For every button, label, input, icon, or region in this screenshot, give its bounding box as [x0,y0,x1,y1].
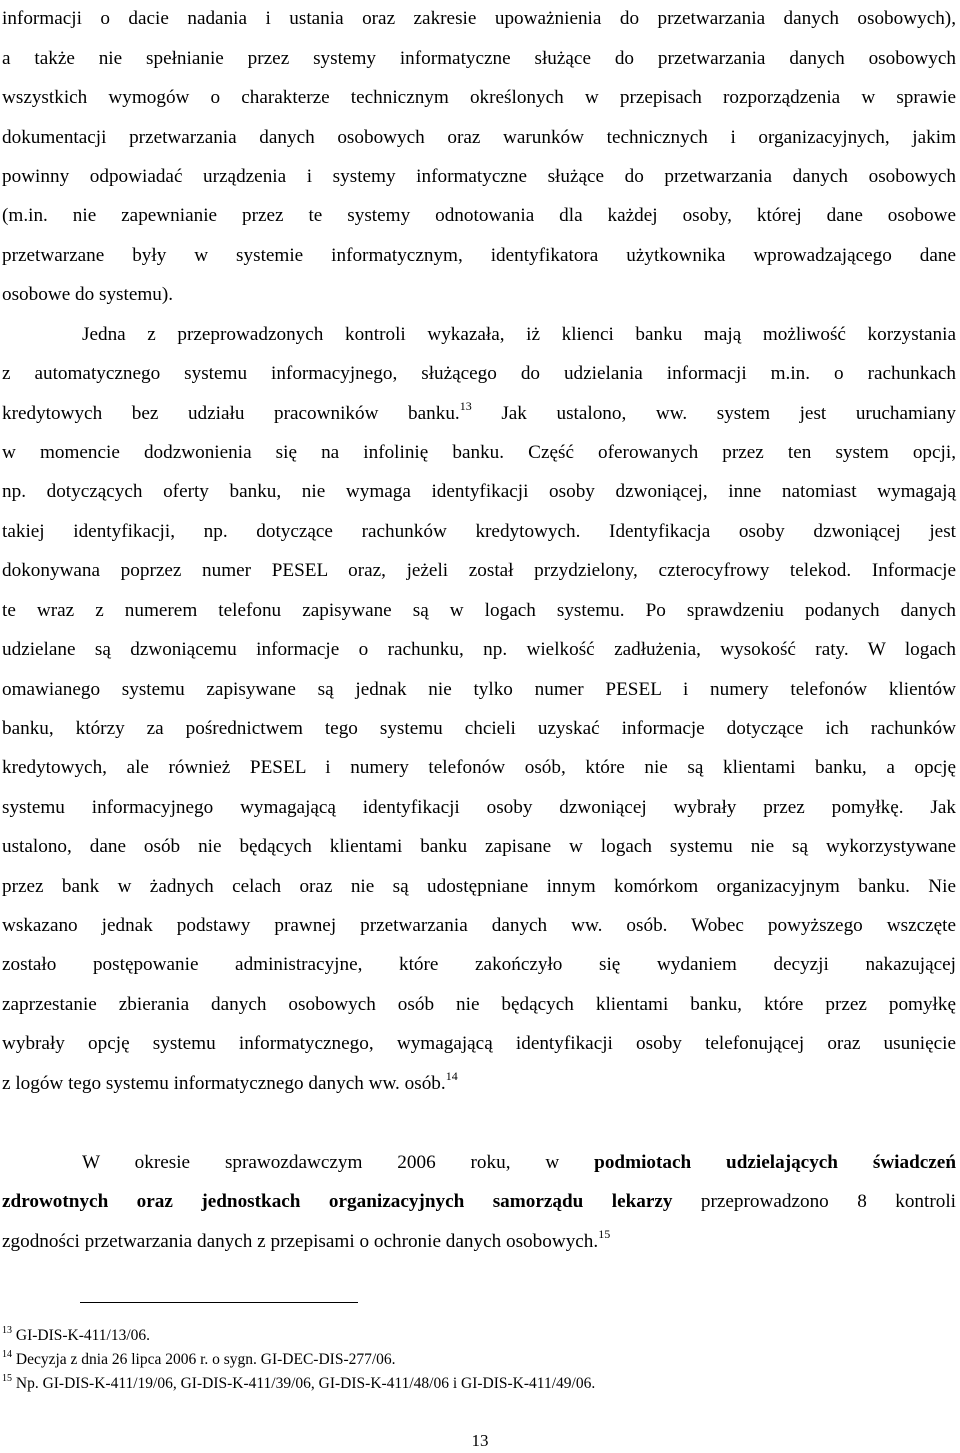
footnote-number: 15 [2,1372,12,1384]
text-line: przetwarzane były w systemie informatycznym, identyfikatora użytkownika wprowadzającego dane [2,245,956,266]
text-span: z logów tego systemu informatycznego danych ww. osób. [2,1073,446,1094]
text-line: przez bank w żadnych celach oraz nie są udostępniane innym komórkom organizacyjnym banku. Nie [2,876,956,897]
text-line [2,398,956,426]
footnote-number: 13 [2,1324,12,1336]
text-line: informacji o dacie nadania i ustania oraz zakresie upoważnienia do przetwarzania danych osobowych), [2,8,956,29]
footnote-text: Decyzja z dnia 26 lipca 2006 r. o sygn. GI-DEC-DIS-277/06. [12,1351,396,1368]
footnote-ref-13[interactable]: 13 [459,398,472,413]
text-line: wskazano jednak podstawy prawnej przetwarzania danych ww. osób. Wobec powyższego wszczęte [2,915,956,936]
text-line: powinny odpowiadać urządzenia i systemy informatyczne służące do przetwarzania danych osobowych [2,166,956,187]
text-span: zgodności przetwarzania danych z przepisami o ochronie danych osobowych. [2,1231,599,1252]
footnote-separator [80,1302,358,1303]
text-line: a także nie spełnianie przez systemy informatyczne służące do przetwarzania danych osobowych [2,48,956,69]
text-line: z automatycznego systemu informacyjnego, służącego do udzielania informacji m.in. o rachunkach [2,363,956,384]
footnote-text: GI-DIS-K-411/13/06. [12,1327,151,1344]
text-line: osobowe do systemu). [2,284,174,305]
footnote-number: 14 [2,1348,12,1360]
bold-text: zdrowotnych oraz jednostkach organizacyjnych samorządu lekarzy [2,1191,673,1212]
text-line: (m.in. nie zapewnianie przez te systemy odnotowania dla każdej osoby, której dane osobowe [2,205,956,226]
text-line: dokonywana poprzez numer PESEL oraz, jeżeli został przydzielony, czterocyfrowy telekod. Informacje [2,560,956,581]
text-line: te wraz z numerem telefonu zapisywane są w logach systemu. Po sprawdzeniu podanych danych [2,600,956,621]
text-line: udzielane są dzwoniącemu informacje o rachunku, np. wielkość zadłużenia, wysokość raty. W logach [2,639,956,660]
text-line: systemu informacyjnego wymagającą identyfikacji osoby dzwoniącej wybrały przez pomyłkę. Jak [2,797,956,818]
text-line: banku, którzy za pośrednictwem tego systemu chcieli uzyskać informacje dotyczące ich rachunków [2,718,956,739]
text-line: omawianego systemu zapisywane są jednak nie tylko numer PESEL i numery telefonów klientów [2,679,956,700]
text-line: wybrały opcję systemu informatycznego, wymagającą identyfikacji osoby telefonującej oraz usunięcie [2,1033,956,1054]
text-span: Jak ustalono, ww. system jest uruchamiany [471,403,956,424]
page-number: 13 [471,1431,489,1450]
text-line [2,1068,956,1096]
text-line: zostało postępowanie administracyjne, które zakończyło się wydaniem decyzji nakazującej [2,954,956,975]
footnote-14 [2,1348,396,1369]
text-span: przeprowadzono 8 kontroli [672,1191,956,1212]
text-line [82,1151,956,1175]
text-line [2,1226,956,1254]
text-line: Jedna z przeprowadzonych kontroli wykazała, iż klienci banku mają możliwość korzystania [82,324,956,345]
footnote-text: Np. GI-DIS-K-411/19/06, GI-DIS-K-411/39/06, GI-DIS-K-411/48/06 i GI-DIS-K-411/49/06. [12,1375,596,1392]
text-line [2,1190,956,1214]
footnote-ref-15[interactable]: 15 [598,1226,611,1241]
text-line: takiej identyfikacji, np. dotyczące rachunków kredytowych. Identyfikacja osoby dzwoniącej jest [2,521,956,542]
footnote-15 [2,1372,596,1393]
footnote-ref-14[interactable]: 14 [445,1068,458,1083]
text-line: kredytowych, ale również PESEL i numery telefonów osób, które nie są klientami banku, a opcję [2,757,956,778]
text-line: ustalono, dane osób nie będących klientami banku zapisane w logach systemu nie są wykorzystywane [2,836,956,857]
footnote-13 [2,1324,151,1345]
text-line: zaprzestanie zbierania danych osobowych osób nie będących klientami banku, które przez pomyłkę [2,994,956,1015]
bold-text: podmiotach udzielających świadczeń [594,1152,956,1173]
text-line: np. dotyczących oferty banku, nie wymaga identyfikacji osoby dzwoniącej, inne natomiast wymagają [2,481,956,502]
text-span: kredytowych bez udziału pracowników banku. [2,403,460,424]
text-line: wszystkich wymogów o charakterze technicznym określonych w przepisach rozporządzenia w sprawie [2,87,956,108]
text-span: W okresie sprawozdawczym 2006 roku, w [82,1152,595,1173]
text-line: w momencie dodzwonienia się na infolinię banku. Część oferowanych przez ten system opcji, [2,442,956,463]
text-line: dokumentacji przetwarzania danych osobowych oraz warunków technicznych i organizacyjnych, jakim [2,127,956,148]
